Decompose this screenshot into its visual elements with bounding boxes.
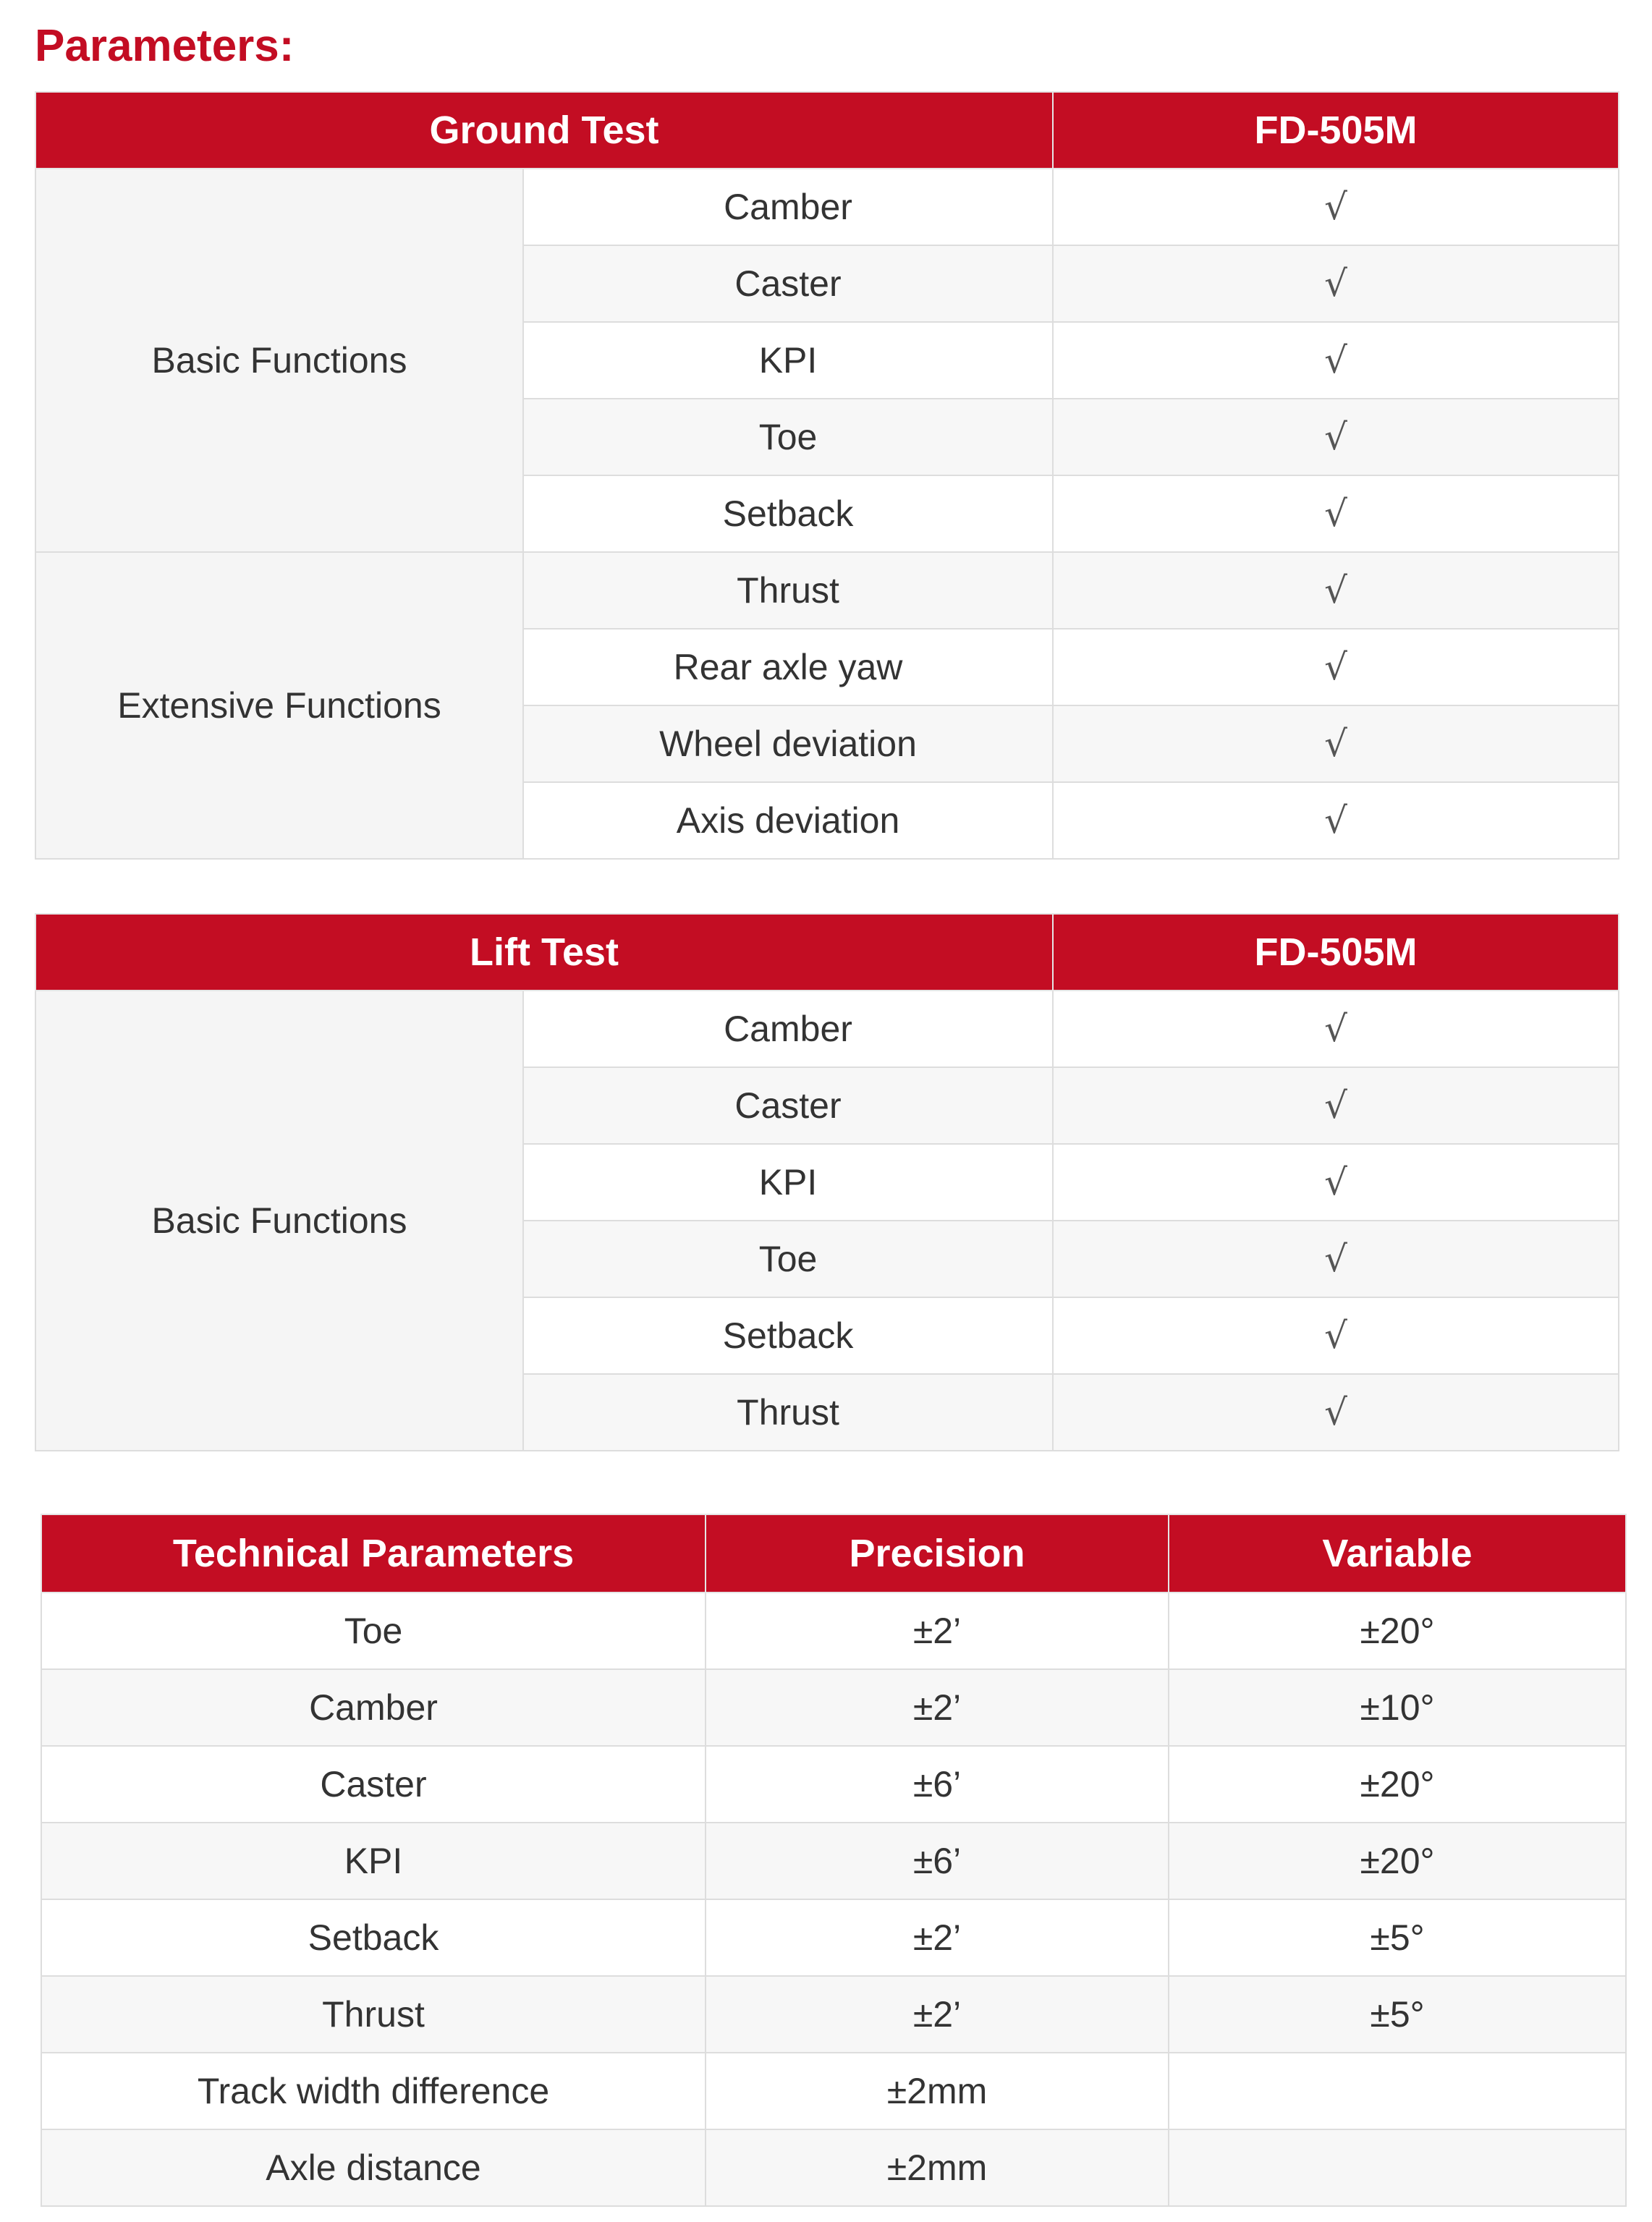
feature-label: Setback	[523, 1297, 1053, 1374]
lift-test-header: Lift Test	[35, 914, 1053, 991]
feature-label: Thrust	[523, 1374, 1053, 1451]
check-mark: √	[1053, 1067, 1619, 1144]
parameter-name: Track width difference	[41, 2053, 706, 2129]
feature-label: Rear axle yaw	[523, 629, 1053, 705]
feature-label: Camber	[523, 991, 1053, 1067]
feature-label: Thrust	[523, 552, 1053, 629]
precision-header: Precision	[706, 1514, 1169, 1593]
parameter-row	[41, 2129, 1626, 2206]
parameter-row	[41, 1669, 1626, 1746]
variable-value	[1169, 2053, 1626, 2129]
check-mark: √	[1053, 245, 1619, 322]
parameter-row	[41, 1899, 1626, 1976]
ground-test-header-row	[35, 92, 1619, 169]
technical-parameters-header: Technical Parameters	[41, 1514, 706, 1593]
variable-value: ±20°	[1169, 1746, 1626, 1823]
feature-row	[35, 169, 1619, 245]
lift-test-body	[35, 991, 1619, 1451]
parameter-name: Toe	[41, 1593, 706, 1669]
parameter-row	[41, 1823, 1626, 1899]
precision-value: ±2’	[706, 1976, 1169, 2053]
parameter-row	[41, 1593, 1626, 1669]
parameter-row	[41, 1746, 1626, 1823]
parameter-name: Caster	[41, 1746, 706, 1823]
feature-label: Caster	[523, 1067, 1053, 1144]
feature-label: Caster	[523, 245, 1053, 322]
function-group-label: Basic Functions	[35, 169, 523, 552]
feature-label: Axis deviation	[523, 782, 1053, 859]
lift-test-table	[35, 913, 1619, 1451]
variable-value: ±5°	[1169, 1976, 1626, 2053]
check-mark: √	[1053, 1297, 1619, 1374]
lift-test-header-row	[35, 914, 1619, 991]
precision-value: ±2’	[706, 1899, 1169, 1976]
ground-test-header: Ground Test	[35, 92, 1053, 169]
feature-label: Toe	[523, 1221, 1053, 1297]
precision-value: ±6’	[706, 1746, 1169, 1823]
precision-value: ±6’	[706, 1823, 1169, 1899]
feature-label: Setback	[523, 475, 1053, 552]
feature-label: Camber	[523, 169, 1053, 245]
check-mark: √	[1053, 782, 1619, 859]
ground-test-body	[35, 169, 1619, 859]
precision-value: ±2’	[706, 1669, 1169, 1746]
parameter-row	[41, 1976, 1626, 2053]
precision-value: ±2mm	[706, 2053, 1169, 2129]
parameter-name: Axle distance	[41, 2129, 706, 2206]
lift-test-model-header: FD-505M	[1053, 914, 1619, 991]
precision-value: ±2’	[706, 1593, 1169, 1669]
ground-test-model-header: FD-505M	[1053, 92, 1619, 169]
parameter-row	[41, 2053, 1626, 2129]
variable-value: ±10°	[1169, 1669, 1626, 1746]
feature-label: Wheel deviation	[523, 705, 1053, 782]
technical-parameters-body	[41, 1593, 1626, 2206]
check-mark: √	[1053, 991, 1619, 1067]
variable-header: Variable	[1169, 1514, 1626, 1593]
variable-value	[1169, 2129, 1626, 2206]
function-group-label: Extensive Functions	[35, 552, 523, 859]
check-mark: √	[1053, 552, 1619, 629]
variable-value: ±20°	[1169, 1593, 1626, 1669]
check-mark: √	[1053, 705, 1619, 782]
parameter-name: Setback	[41, 1899, 706, 1976]
function-group-label: Basic Functions	[35, 991, 523, 1451]
feature-label: KPI	[523, 1144, 1053, 1221]
precision-value: ±2mm	[706, 2129, 1169, 2206]
variable-value: ±20°	[1169, 1823, 1626, 1899]
parameter-name: Thrust	[41, 1976, 706, 2053]
check-mark: √	[1053, 475, 1619, 552]
check-mark: √	[1053, 399, 1619, 475]
check-mark: √	[1053, 1144, 1619, 1221]
check-mark: √	[1053, 1221, 1619, 1297]
parameter-name: Camber	[41, 1669, 706, 1746]
check-mark: √	[1053, 1374, 1619, 1451]
feature-row	[35, 991, 1619, 1067]
feature-label: Toe	[523, 399, 1053, 475]
feature-label: KPI	[523, 322, 1053, 399]
feature-row	[35, 552, 1619, 629]
page-title: Parameters:	[35, 21, 295, 71]
check-mark: √	[1053, 322, 1619, 399]
technical-parameters-table	[41, 1514, 1627, 2207]
check-mark: √	[1053, 169, 1619, 245]
ground-test-table	[35, 91, 1619, 860]
parameter-name: KPI	[41, 1823, 706, 1899]
technical-parameters-header-row	[41, 1514, 1626, 1593]
variable-value: ±5°	[1169, 1899, 1626, 1976]
check-mark: √	[1053, 629, 1619, 705]
